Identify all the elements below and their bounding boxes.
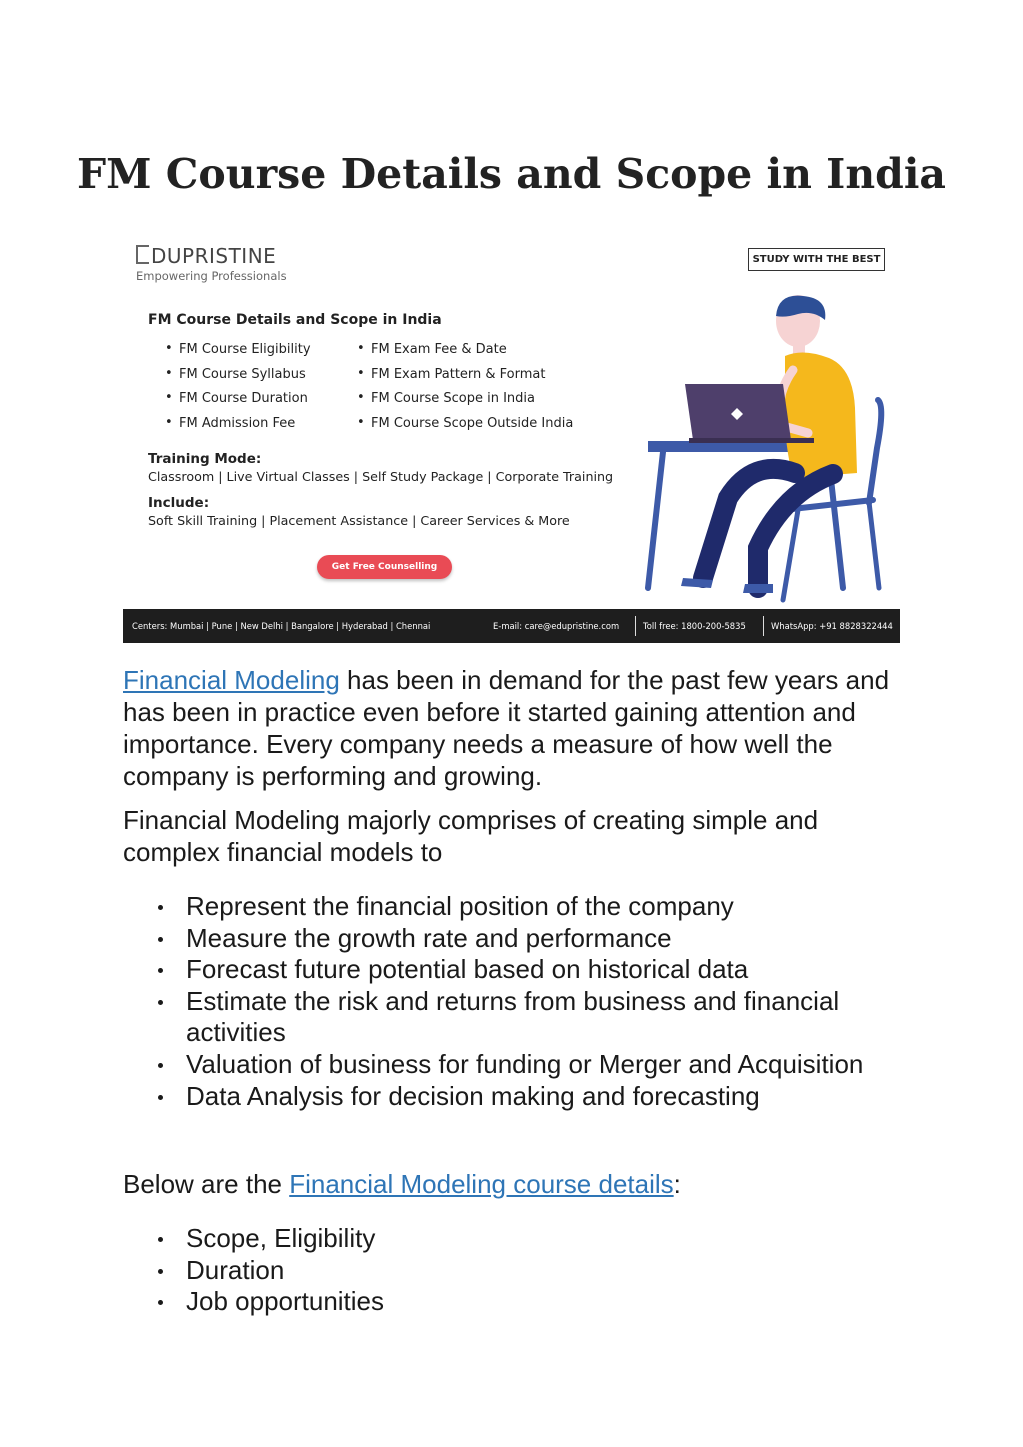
include-text: Soft Skill Training | Placement Assistance | Career Services & More — [148, 513, 570, 528]
topic-item: • FM Course Syllabus — [165, 367, 311, 392]
footer-divider — [763, 616, 764, 636]
topic-item: • FM Course Scope in India — [357, 391, 573, 416]
centers-text: Centers: Mumbai | Pune | New Delhi | Bangalore | Hyderabad | Chennai — [132, 621, 431, 631]
list-item: Represent the financial position of the company — [123, 891, 903, 923]
list-item: Estimate the risk and returns from business and financial activities — [123, 986, 903, 1049]
list-item: Measure the growth rate and performance — [123, 923, 903, 955]
details-intro-after: : — [673, 1169, 681, 1199]
brand-name: DUPRISTINE — [151, 244, 277, 268]
details-intro-paragraph — [123, 1168, 913, 1200]
study-with-best-badge: STUDY WITH THE BEST — [748, 248, 885, 271]
contact-footer-bar — [123, 609, 900, 643]
list-item: Valuation of business for funding or Merger and Acquisition — [123, 1049, 903, 1081]
list-item: Scope, Eligibility — [123, 1223, 903, 1255]
topics-list-left — [165, 342, 311, 441]
list-item: Job opportunities — [123, 1286, 903, 1318]
include-label: Include: — [148, 495, 210, 511]
brand-tagline: Empowering Professionals — [136, 269, 287, 283]
topic-item: • FM Exam Pattern & Format — [357, 367, 573, 392]
models-paragraph: Financial Modeling majorly comprises of creating simple and complex financial models to — [123, 805, 819, 867]
details-list — [123, 1223, 903, 1318]
topics-list-right — [357, 342, 573, 441]
edupristine-logo — [136, 244, 287, 283]
topic-item: • FM Admission Fee — [165, 416, 311, 441]
banner-heading: FM Course Details and Scope in India — [148, 312, 442, 328]
training-mode-text: Classroom | Live Virtual Classes | Self Study Package | Corporate Training — [148, 469, 614, 484]
course-banner — [123, 238, 900, 643]
training-mode-label: Training Mode: — [148, 451, 262, 467]
student-at-laptop-illustration — [633, 288, 898, 608]
list-item: Forecast future potential based on historical data — [123, 954, 903, 986]
intro-paragraph — [123, 664, 913, 792]
topic-item: • FM Course Duration — [165, 391, 311, 416]
intro-text: has been in demand for the past few years and has been in practice even before it started gaining attention and importance. Every company needs a measure of how well the company is performing and growing. — [123, 665, 890, 791]
list-item: Duration — [123, 1255, 903, 1287]
footer-divider — [635, 616, 636, 636]
topic-item: • FM Course Scope Outside India — [357, 416, 573, 441]
logo-e-icon — [136, 245, 149, 264]
list-item: Data Analysis for decision making and forecasting — [123, 1081, 903, 1113]
details-intro-before: Below are the — [123, 1169, 290, 1199]
course-details-link[interactable]: Financial Modeling course details — [289, 1169, 674, 1199]
whatsapp-text: WhatsApp: +91 8828322444 — [771, 621, 893, 631]
purposes-list — [123, 891, 903, 1112]
topic-item: • FM Course Eligibility — [165, 342, 311, 367]
page-title: FM Course Details and Scope in India — [77, 150, 946, 198]
financial-modeling-link[interactable]: Financial Modeling — [123, 665, 340, 695]
tollfree-text: Toll free: 1800-200-5835 — [643, 621, 746, 631]
topic-item: • FM Exam Fee & Date — [357, 342, 573, 367]
email-text: E-mail: care@edupristine.com — [493, 621, 620, 631]
get-free-counselling-button[interactable]: Get Free Counselling — [317, 555, 452, 579]
